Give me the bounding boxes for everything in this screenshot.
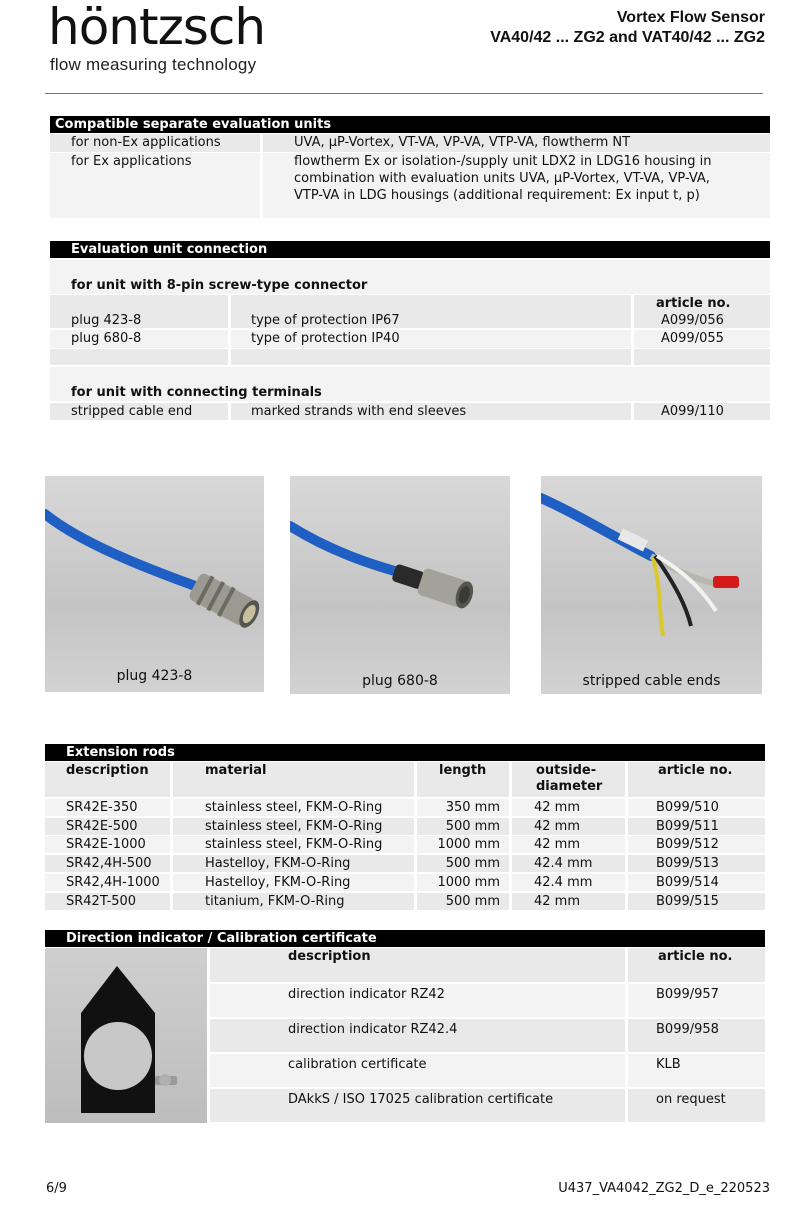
- direction-cell-description: direction indicator RZ42.4: [210, 1019, 625, 1052]
- compatible-row-label: for non-Ex applications: [50, 134, 260, 152]
- document-title-line1: Vortex Flow Sensor: [616, 9, 765, 26]
- evaluation-subheading-text: for unit with connecting terminals: [71, 385, 322, 400]
- extension-header-length: [417, 762, 509, 797]
- section-direction-title: Direction indicator / Calibration certificate: [45, 930, 765, 947]
- evaluation-empty-cell: [634, 349, 770, 365]
- section-extension-title: Extension rods: [45, 744, 765, 761]
- extension-cell-material: stainless steel, FKM-O-Ring: [173, 799, 414, 816]
- evaluation-subheading-text: for unit with 8-pin screw-type connector: [71, 278, 368, 293]
- extension-header-text: material: [205, 763, 267, 778]
- extension-header-article: [628, 762, 765, 797]
- photo-stripped-cable: [541, 476, 762, 694]
- section-evaluation-title: Evaluation unit connection: [50, 241, 770, 258]
- extension-cell-article: B099/512: [628, 836, 765, 853]
- extension-cell-length: 500 mm: [417, 855, 509, 872]
- extension-header-text: length: [439, 763, 487, 778]
- photo-direction-indicator: [45, 948, 207, 1123]
- evaluation-subheading: [50, 260, 770, 294]
- brand-logo: höntzsch: [48, 0, 266, 56]
- extension-header-diameter: [512, 762, 625, 797]
- photo-caption: stripped cable ends: [582, 673, 721, 689]
- direction-cell-article: B099/957: [628, 984, 765, 1017]
- extension-cell-description: SR42,4H-1000: [45, 874, 170, 891]
- stripped-cable-illustration: [541, 476, 762, 694]
- extension-cell-article: B099/513: [628, 855, 765, 872]
- extension-cell-material: Hastelloy, FKM-O-Ring: [173, 874, 414, 891]
- direction-cell-article: on request: [628, 1089, 765, 1122]
- extension-cell-diameter: 42.4 mm: [512, 855, 625, 872]
- evaluation-row-desc: marked strands with end sleeves: [231, 403, 631, 420]
- extension-cell-material: Hastelloy, FKM-O-Ring: [173, 855, 414, 872]
- document-title: [490, 8, 765, 48]
- compatible-ex-line: combination with evaluation units UVA, µP-Vortex, VT-VA, VP-VA,: [294, 171, 710, 186]
- document-id: U437_VA4042_ZG2_D_e_220523: [558, 1181, 770, 1196]
- extension-cell-description: SR42,4H-500: [45, 855, 170, 872]
- direction-cell-article: KLB: [628, 1054, 765, 1087]
- extension-cell-article: B099/511: [628, 818, 765, 835]
- page-number: 6/9: [46, 1181, 67, 1196]
- document-title-line2: VA40/42 ... ZG2 and VAT40/42 ... ZG2: [490, 29, 765, 46]
- brand-tagline: flow measuring technology: [50, 55, 257, 74]
- extension-cell-diameter: 42.4 mm: [512, 874, 625, 891]
- extension-cell-description: SR42E-1000: [45, 836, 170, 853]
- evaluation-row-desc: type of protection IP40: [231, 330, 631, 348]
- direction-cell-description: direction indicator RZ42: [210, 984, 625, 1017]
- extension-cell-material: titanium, FKM-O-Ring: [173, 893, 414, 910]
- extension-cell-material: stainless steel, FKM-O-Ring: [173, 818, 414, 835]
- extension-cell-length: 350 mm: [417, 799, 509, 816]
- photo-plug-423-8: [45, 476, 264, 692]
- compatible-row-label: for Ex applications: [50, 153, 260, 218]
- evaluation-row-desc: type of protection IP67: [251, 313, 400, 328]
- extension-header-text: outside-: [536, 763, 597, 778]
- extension-cell-material: stainless steel, FKM-O-Ring: [173, 836, 414, 853]
- extension-header-material: [173, 762, 414, 797]
- evaluation-row-name: plug 423-8: [71, 313, 142, 328]
- photo-caption: plug 680-8: [362, 673, 438, 689]
- evaluation-article-header-text: article no.: [656, 296, 731, 311]
- section-compatible-title: Compatible separate evaluation units: [50, 116, 770, 133]
- extension-cell-article: B099/514: [628, 874, 765, 891]
- direction-cell-description: calibration certificate: [210, 1054, 625, 1087]
- extension-cell-length: 500 mm: [417, 893, 509, 910]
- extension-cell-article: B099/515: [628, 893, 765, 910]
- compatible-row-value: UVA, µP-Vortex, VT-VA, VP-VA, VTP-VA, flowtherm NT: [263, 134, 770, 152]
- photo-caption: plug 423-8: [116, 668, 193, 684]
- extension-cell-description: SR42E-350: [45, 799, 170, 816]
- direction-cell-article: B099/958: [628, 1019, 765, 1052]
- direction-header-article: [628, 948, 765, 982]
- extension-cell-length: 500 mm: [417, 818, 509, 835]
- evaluation-empty-cell: [50, 349, 228, 365]
- extension-header-text: description: [66, 763, 149, 778]
- extension-header-text: diameter: [536, 779, 603, 794]
- extension-cell-description: SR42T-500: [45, 893, 170, 910]
- plug-423-8-illustration: [45, 476, 264, 692]
- evaluation-subheading: [50, 367, 770, 401]
- extension-cell-diameter: 42 mm: [512, 818, 625, 835]
- extension-cell-diameter: 42 mm: [512, 836, 625, 853]
- extension-cell-length: 1000 mm: [417, 874, 509, 891]
- plug-680-8-illustration: [290, 476, 510, 694]
- evaluation-row-article: A099/056: [661, 313, 724, 328]
- extension-header-description: [45, 762, 170, 797]
- extension-cell-length: 1000 mm: [417, 836, 509, 853]
- direction-header-text: description: [288, 949, 371, 964]
- direction-cell-description: DAkkS / ISO 17025 calibration certificate: [210, 1089, 625, 1122]
- compatible-ex-line: flowtherm Ex or isolation-/supply unit LDX2 in LDG16 housing in: [294, 154, 712, 169]
- direction-indicator-illustration: [45, 948, 207, 1123]
- compatible-ex-line: VTP-VA in LDG housings (additional requirement: Ex input t, p): [294, 188, 700, 203]
- evaluation-row-article: A099/055: [634, 330, 770, 348]
- compatible-row-value: [263, 153, 770, 218]
- evaluation-row-article: A099/110: [634, 403, 770, 420]
- extension-cell-article: B099/510: [628, 799, 765, 816]
- extension-cell-description: SR42E-500: [45, 818, 170, 835]
- extension-header-text: article no.: [658, 763, 733, 778]
- evaluation-empty-cell: [231, 349, 631, 365]
- evaluation-row-name: plug 680-8: [50, 330, 228, 348]
- direction-header-text: article no.: [658, 949, 733, 964]
- extension-cell-diameter: 42 mm: [512, 799, 625, 816]
- direction-header-description: [210, 948, 625, 982]
- header-divider: [45, 93, 763, 94]
- extension-cell-diameter: 42 mm: [512, 893, 625, 910]
- photo-plug-680-8: [290, 476, 510, 694]
- evaluation-row-name: stripped cable end: [50, 403, 228, 420]
